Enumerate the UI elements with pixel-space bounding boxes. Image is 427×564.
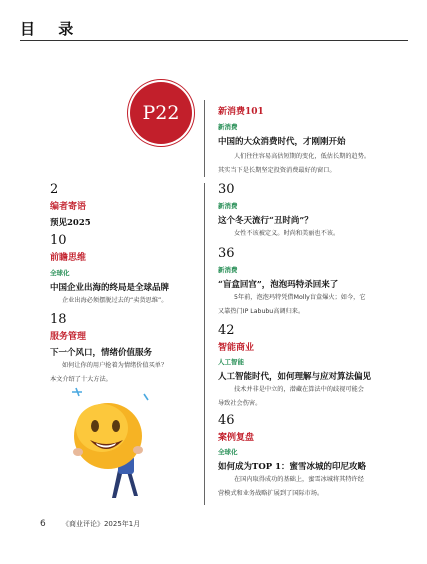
toc-entry[interactable] xyxy=(218,182,418,241)
toc-entry[interactable] xyxy=(218,323,418,410)
entry-page: 46 xyxy=(218,413,235,428)
entry-summary: 技术并非是中立的，潜藏在算法中的歧视可能会 xyxy=(234,386,364,393)
entry-section: 前瞻思维 xyxy=(50,253,87,263)
entry-title: 如何成为TOP 1：蜜雪冰城的印尼攻略 xyxy=(218,462,366,472)
entry-page: 30 xyxy=(218,182,235,197)
entry-tag: 人工智能 xyxy=(218,358,244,366)
featured-summary-2: 其实当下是长期坚定投资消费最好的窗口。 xyxy=(218,166,336,174)
featured-title: 中国的大众消费时代，才刚刚开始 xyxy=(218,137,346,147)
entry-title: 中国企业出海的终局是全球品牌 xyxy=(50,283,170,293)
toc-entry[interactable] xyxy=(50,312,205,386)
magazine-issue: 《商业评论》2025年1月 xyxy=(61,520,141,528)
featured-summary-1: 人们往往容易高估短期的变化，低估长期的趋势。 xyxy=(234,153,371,160)
toc-entry[interactable] xyxy=(50,233,210,308)
featured-entry[interactable] xyxy=(218,104,418,177)
featured-section: 新消费101 xyxy=(218,107,264,117)
entry-title: 人工智能时代，如何理解与应对算法偏见 xyxy=(218,372,372,382)
entry-section: 智能商业 xyxy=(218,343,255,353)
featured-tag: 新消费 xyxy=(218,123,238,131)
entry-tag: 新消费 xyxy=(218,202,238,210)
entry-title: 这个冬天流行“丑时尚”？ xyxy=(218,216,313,226)
entry-page: 36 xyxy=(218,246,235,261)
entry-page: 2 xyxy=(50,182,59,197)
entry-summary: 企业出海必须摆脱过去的“卖货思维”。 xyxy=(62,297,168,304)
entry-title: 下一个风口，情绪价值服务 xyxy=(50,348,153,358)
entry-section: 案例复盘 xyxy=(218,433,255,443)
entry-page: 10 xyxy=(50,233,67,248)
page-badge: P22 xyxy=(130,82,192,144)
entry-tag: 全球化 xyxy=(50,269,70,277)
page-number: 6 xyxy=(40,519,46,529)
page-footer xyxy=(40,519,140,529)
header-divider xyxy=(20,40,408,41)
smiley-emoji-person-icon xyxy=(68,378,158,500)
entry-tag: 新消费 xyxy=(218,266,238,274)
entry-summary: 5年前，泡泡玛特凭借Molly盲盒爆火；如今，它 xyxy=(234,294,366,301)
entry-tag: 全球化 xyxy=(218,448,238,456)
entry-summary: 营模式和业务战略扩展到了国际市场。 xyxy=(218,489,324,497)
entry-summary: 如何让你的用户抢着为情绪价值买单？ xyxy=(62,362,168,369)
entry-title: 预见2025 xyxy=(50,218,91,228)
entry-section: 编者寄语 xyxy=(50,202,87,212)
entry-summary: 本文介绍了十大方法。 xyxy=(50,375,112,383)
entry-summary: 又靠热门IP Labubu高调归来。 xyxy=(218,307,305,315)
toc-entry[interactable] xyxy=(50,182,200,228)
toc-entry[interactable] xyxy=(218,246,418,318)
entry-section: 服务管理 xyxy=(50,332,87,342)
entry-title: “盲盒回宫”，泡泡玛特杀回来了 xyxy=(218,280,339,290)
toc-entry[interactable] xyxy=(218,413,418,500)
entry-summary: 在国内取得成功的基础上，蜜雪冰城将其特许经 xyxy=(234,476,364,483)
entry-summary: 女性不该被定义。时尚和美丽也不该。 xyxy=(234,230,340,237)
entry-page: 42 xyxy=(218,323,235,338)
entry-page: 18 xyxy=(50,312,67,327)
page-title: 目 录 xyxy=(20,20,83,38)
entry-summary: 导致社会伤害。 xyxy=(218,399,262,407)
column-divider xyxy=(204,100,205,177)
